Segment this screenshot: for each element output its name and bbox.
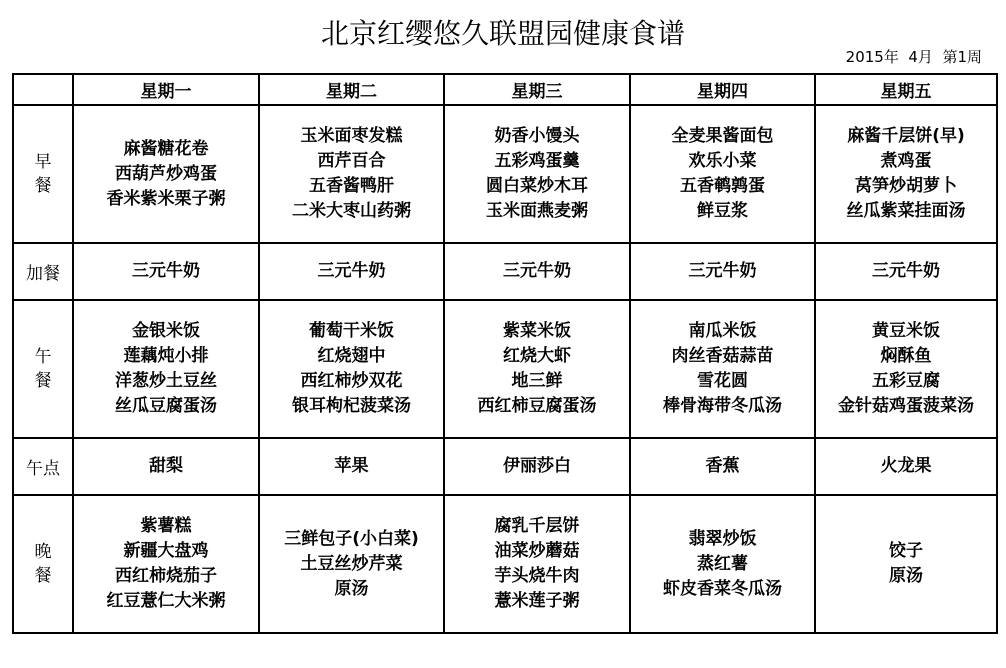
- meal-row: [13, 495, 997, 633]
- menu-cell: [444, 495, 630, 633]
- dish-item: 紫薯糕: [140, 516, 192, 536]
- meal-label-char: 午: [34, 347, 52, 367]
- menu-cell: [444, 105, 630, 243]
- day-header: 星期五: [815, 74, 997, 105]
- dish-item: 西红柿炒双花: [300, 371, 403, 391]
- dish-item: 红烧翅中: [317, 346, 386, 366]
- dish-item: 原汤: [334, 578, 369, 599]
- dish-item: 麻酱千层饼(早): [847, 126, 965, 146]
- dish-item: 二米大枣山药粥: [292, 201, 411, 221]
- dish-item: 原汤: [889, 566, 923, 586]
- menu-cell: [73, 243, 259, 300]
- dish-item: 伊丽莎白: [503, 456, 571, 476]
- menu-cell: [259, 438, 444, 495]
- dish-item: 煮鸡蛋: [880, 151, 932, 171]
- menu-cell: [815, 243, 997, 300]
- menu-cell: [815, 495, 997, 633]
- dish-item: 翡翠炒饭: [688, 528, 757, 549]
- header-row: [13, 74, 997, 105]
- dish-item: 红豆薏仁大米粥: [106, 591, 226, 611]
- dish-item: 饺子: [889, 541, 923, 561]
- dish-item: 全麦果酱面包: [671, 126, 774, 146]
- meal-row: [13, 300, 997, 438]
- meal-label-text: [14, 345, 72, 393]
- meal-label-text: 加餐: [26, 264, 60, 284]
- dish-item: 西芹百合: [317, 151, 386, 171]
- dish-item: 三元牛奶: [688, 261, 757, 281]
- meal-label: [13, 438, 73, 495]
- menu-cell: [630, 105, 815, 243]
- menu-cell: [73, 300, 259, 438]
- dish-item: 三元牛奶: [503, 261, 571, 281]
- meal-row: [13, 243, 997, 300]
- meal-row: [13, 438, 997, 495]
- dish-item: 新疆大盘鸡: [123, 541, 209, 561]
- menu-cell: [630, 438, 815, 495]
- dish-item: 莲藕炖小排: [123, 346, 209, 366]
- meal-label-text: 午点: [26, 459, 60, 479]
- dish-item: 金银米饭: [132, 321, 200, 341]
- dish-item: 香米紫米栗子粥: [106, 188, 226, 209]
- dish-item: 三鲜包子(小白菜): [284, 528, 419, 549]
- dish-item: 苹果: [334, 456, 369, 476]
- meal-label-char: 早: [34, 152, 52, 172]
- dish-item: 蒸红薯: [697, 553, 748, 574]
- corner-cell: [13, 74, 73, 105]
- dish-item: 芋头烧牛肉: [494, 566, 580, 586]
- menu-cell: [444, 243, 630, 300]
- dish-item: 玉米面燕麦粥: [486, 201, 588, 221]
- menu-cell: [815, 438, 997, 495]
- dish-item: 土豆丝炒芹菜: [300, 553, 403, 574]
- menu-cell: [630, 495, 815, 633]
- meal-label-char: 餐: [34, 371, 52, 391]
- dish-item: 西红柿烧茄子: [115, 566, 217, 586]
- dish-item: 甜梨: [149, 456, 183, 476]
- meal-label: [13, 495, 73, 633]
- menu-cell: [259, 495, 444, 633]
- menu-cell: [444, 438, 630, 495]
- menu-table: [12, 73, 998, 634]
- dish-item: 腐乳千层饼: [494, 516, 580, 536]
- day-header: 星期二: [259, 74, 444, 105]
- dish-item: 莴笋炒胡萝卜: [855, 176, 957, 196]
- menu-cell: [444, 300, 630, 438]
- menu-cell: [259, 105, 444, 243]
- menu-cell: [73, 438, 259, 495]
- menu-cell: [815, 105, 997, 243]
- meal-label-char: 晚: [34, 542, 52, 562]
- meal-label-char: 餐: [34, 566, 52, 586]
- dish-item: 丝瓜紫菜挂面汤: [846, 201, 966, 221]
- meal-label-text: [14, 540, 72, 588]
- dish-item: 西红柿豆腐蛋汤: [477, 396, 597, 416]
- dish-item: 三元牛奶: [317, 261, 386, 281]
- dish-item: 奶香小馒头: [494, 126, 580, 146]
- menu-cell: [630, 300, 815, 438]
- menu-cell: [815, 300, 997, 438]
- day-header: 星期四: [630, 74, 815, 105]
- dish-item: 肉丝香菇蒜苗: [671, 346, 774, 366]
- dish-item: 三元牛奶: [872, 261, 940, 281]
- dish-item: 南瓜米饭: [688, 321, 757, 341]
- dish-item: 三元牛奶: [132, 261, 200, 281]
- dish-item: 火龙果: [880, 456, 932, 476]
- meal-label: [13, 300, 73, 438]
- dish-item: 玉米面枣发糕: [300, 126, 403, 146]
- meal-label: [13, 105, 73, 243]
- dish-item: 圆白菜炒木耳: [486, 176, 588, 196]
- week-label: 2015年 4月 第1周: [845, 48, 982, 66]
- dish-item: 鲜豆浆: [697, 201, 748, 221]
- dish-item: 薏米莲子粥: [494, 591, 580, 611]
- dish-item: 虾皮香菜冬瓜汤: [663, 578, 782, 599]
- dish-item: 五彩豆腐: [872, 371, 940, 391]
- dish-item: 银耳枸杞菠菜汤: [292, 396, 411, 416]
- dish-item: 五香酱鸭肝: [309, 176, 394, 196]
- dish-item: 香蕉: [705, 456, 740, 476]
- dish-item: 欢乐小菜: [688, 151, 757, 171]
- menu-cell: [73, 105, 259, 243]
- meal-label-char: 餐: [34, 176, 52, 196]
- page-title: 北京红缨悠久联盟园健康食谱: [320, 17, 685, 50]
- dish-item: 洋葱炒土豆丝: [115, 371, 217, 391]
- menu-cell: [259, 300, 444, 438]
- dish-item: 焖酥鱼: [880, 346, 932, 366]
- day-header: 星期三: [444, 74, 630, 105]
- menu-cell: [259, 243, 444, 300]
- dish-item: 西葫芦炒鸡蛋: [115, 163, 217, 184]
- meal-label: [13, 243, 73, 300]
- dish-item: 雪花圆: [697, 371, 748, 391]
- dish-item: 地三鲜: [511, 371, 563, 391]
- dish-item: 五彩鸡蛋羹: [494, 151, 580, 171]
- dish-item: 黄豆米饭: [872, 321, 940, 341]
- menu-cell: [630, 243, 815, 300]
- dish-item: 油菜炒蘑菇: [494, 541, 580, 561]
- dish-item: 紫菜米饭: [503, 321, 571, 341]
- dish-item: 葡萄干米饭: [309, 321, 394, 341]
- dish-item: 麻酱糖花卷: [123, 138, 209, 159]
- meal-row: [13, 105, 997, 243]
- day-header: 星期一: [73, 74, 259, 105]
- dish-item: 五香鹌鹑蛋: [680, 176, 765, 196]
- dish-item: 丝瓜豆腐蛋汤: [115, 396, 217, 416]
- menu-cell: [73, 495, 259, 633]
- meal-label-text: [14, 150, 72, 198]
- dish-item: 金针菇鸡蛋菠菜汤: [838, 396, 974, 416]
- dish-item: 红烧大虾: [503, 346, 571, 366]
- dish-item: 棒骨海带冬瓜汤: [663, 396, 782, 416]
